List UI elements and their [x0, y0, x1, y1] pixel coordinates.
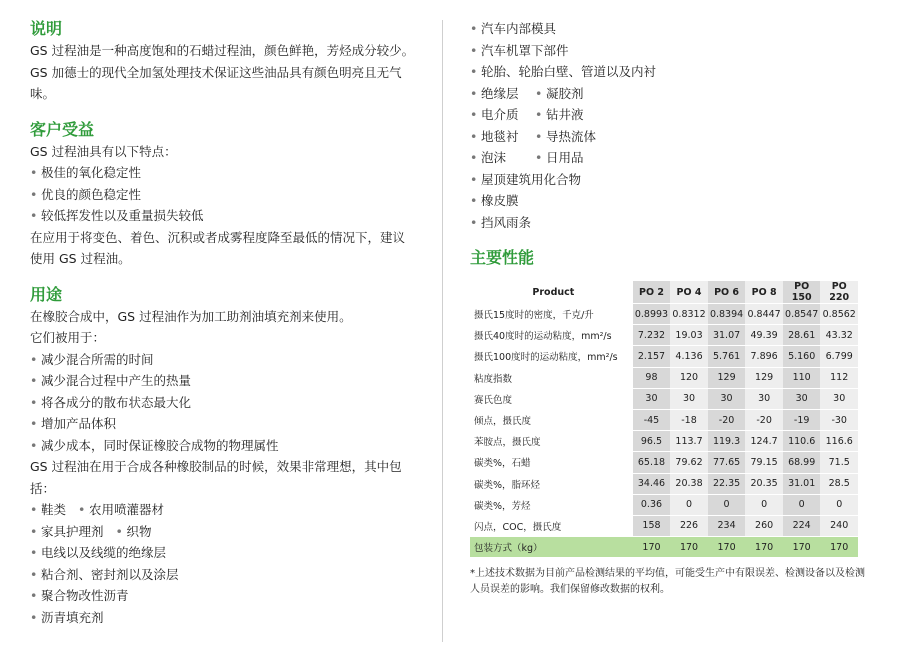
- properties-table: [470, 281, 858, 558]
- left-column: [30, 18, 415, 628]
- cell-value: 96.5: [633, 431, 671, 452]
- uses-intro-1: 在橡胶合成中，GS 过程油作为加工助剂油填充剂来使用。: [30, 308, 352, 324]
- cell-value: 170: [633, 537, 671, 558]
- row-label: 赛氏色度: [470, 388, 633, 409]
- cell-value: 112: [820, 367, 858, 388]
- table-row: [470, 473, 858, 494]
- row-label: 碳类%，石蜡: [470, 452, 633, 473]
- list-item: • 家具护理剂 • 织物: [30, 523, 152, 539]
- benefits-outro: 在应用于将变色、着色、沉积或者成雾程度降至最低的情况下，建议使用 GS 过程油。: [30, 229, 406, 266]
- section-uses: [30, 284, 415, 629]
- list-item: • 地毯衬 • 导热流体: [470, 128, 597, 144]
- properties-table-wrap: [470, 281, 890, 558]
- table-row: [470, 304, 858, 325]
- cell-value: 170: [670, 537, 708, 558]
- cell-value: 116.6: [820, 431, 858, 452]
- cell-value: 28.5: [820, 473, 858, 494]
- cell-value: 0.8547: [783, 304, 821, 325]
- cell-value: -30: [820, 409, 858, 430]
- cell-value: 79.62: [670, 452, 708, 473]
- row-label: 闪点，COC，摄氏度: [470, 515, 633, 536]
- cell-value: 170: [708, 537, 746, 558]
- description-text: GS 过程油是一种高度饱和的石蜡过程油，颜色鲜艳，芳烃成分较少。GS 加德士的现代全加氢处理技术保证这些油品具有颜色明亮且无气味。: [30, 43, 415, 101]
- table-row: [470, 409, 858, 430]
- cell-value: 7.896: [745, 346, 783, 367]
- cell-value: 71.5: [820, 452, 858, 473]
- list-item: • 减少混合所需的时间: [30, 351, 154, 367]
- list-item: • 鞋类 • 农用喷灌器材: [30, 502, 165, 517]
- uses-list-2: [30, 542, 415, 628]
- right-column: [470, 18, 890, 608]
- table-row: [470, 388, 858, 409]
- cell-value: 0: [708, 494, 746, 515]
- row-label: 碳类%，芳烃: [470, 494, 633, 515]
- list-item: • 泡沫 • 日用品: [470, 150, 584, 165]
- cell-value: 98: [633, 367, 671, 388]
- cell-value: 110: [783, 367, 821, 388]
- cell-value: -20: [708, 409, 746, 430]
- cell-value: 30: [633, 388, 671, 409]
- section-title-properties: 主要性能: [470, 248, 535, 267]
- section-title-benefits: 客户受益: [30, 119, 95, 139]
- cell-value: -18: [670, 409, 708, 430]
- cell-value: 0.8993: [633, 304, 671, 325]
- cell-value: 0: [820, 494, 858, 515]
- cell-value: 79.15: [745, 452, 783, 473]
- cell-value: 0: [745, 494, 783, 515]
- cell-value: 19.03: [670, 325, 708, 346]
- list-item: • 沥青填充剂: [30, 609, 104, 625]
- footnote: *上述技术数据为目前产品检测结果的平均值，可能受生产中有限误差、检测设备以及检测人员误差的影响。我们保留修改数据的权利。: [470, 568, 865, 596]
- cell-value: 20.35: [745, 473, 783, 494]
- section-description: [30, 18, 415, 105]
- cell-value: 28.61: [783, 325, 821, 346]
- list-item: • 挡风雨条: [470, 214, 532, 230]
- cell-value: 0.8562: [820, 304, 858, 325]
- cell-value: 31.07: [708, 325, 746, 346]
- cell-value: -19: [783, 409, 821, 430]
- header-product-4: PO 8: [745, 281, 783, 304]
- cell-value: 0: [783, 494, 821, 515]
- cell-value: 30: [745, 388, 783, 409]
- list-item: • 绝缘层 • 凝胶剂: [470, 85, 584, 101]
- cell-value: 226: [670, 515, 708, 536]
- cell-value: 240: [820, 515, 858, 536]
- cell-value: 0.8394: [708, 304, 746, 325]
- uses-intro-2: 它们被用于：: [30, 330, 106, 345]
- row-label: 摄氏15度时的密度，千克/升: [470, 304, 633, 325]
- cell-value: 77.65: [708, 452, 746, 473]
- list-item: • 优良的颜色稳定性: [30, 186, 142, 202]
- header-product: Product: [470, 281, 633, 304]
- section-benefits: [30, 119, 415, 270]
- cell-value: 20.38: [670, 473, 708, 494]
- list-item: • 屋顶建筑用化合物: [470, 171, 582, 187]
- table-row: [470, 494, 858, 515]
- list-item: • 聚合物改性沥青: [30, 588, 129, 603]
- cell-value: 0.8447: [745, 304, 783, 325]
- table-row: [470, 325, 858, 346]
- list-item: • 减少成本，同时保证橡胶合成物的物理属性: [30, 437, 279, 453]
- header-product-6: PO 220: [820, 281, 858, 304]
- cell-value: 4.136: [670, 346, 708, 367]
- header-product-2: PO 4: [670, 281, 708, 304]
- row-label: 碳类%，脂环烃: [470, 473, 633, 494]
- list-item: • 电线以及线缆的绝缘层: [30, 545, 167, 560]
- cell-value: 31.01: [783, 473, 821, 494]
- row-label: 倾点，摄氏度: [470, 409, 633, 430]
- list-item: • 增加产品体积: [30, 416, 117, 431]
- header-product-3: PO 6: [708, 281, 746, 304]
- table-row: [470, 431, 858, 452]
- column-divider: [442, 20, 443, 642]
- row-label: 摄氏100度时的运动粘度，mm²/s: [470, 346, 633, 367]
- table-header-row: [470, 281, 858, 304]
- list-item: • 汽车内部模具: [470, 21, 557, 36]
- row-label: 包装方式（kg）: [470, 537, 633, 558]
- list-item: • 电介质 • 钻井液: [470, 107, 584, 122]
- table-row: [470, 346, 858, 367]
- list-item: • 极佳的氧化稳定性: [30, 165, 142, 180]
- cell-value: 158: [633, 515, 671, 536]
- cell-value: 5.761: [708, 346, 746, 367]
- cell-value: 170: [820, 537, 858, 558]
- cell-value: 170: [783, 537, 821, 558]
- table-row: [470, 452, 858, 473]
- cell-value: -20: [745, 409, 783, 430]
- cell-value: 113.7: [670, 431, 708, 452]
- uses-list: [30, 349, 415, 457]
- list-item: • 将各成分的散布状态最大化: [30, 394, 192, 410]
- section-title-uses: 用途: [30, 284, 63, 304]
- uses-mid: GS 过程油在用于合成各种橡胶制品的时候，效果非常理想，其中包括：: [30, 459, 402, 496]
- cell-value: 0: [670, 494, 708, 515]
- cell-value: 129: [745, 367, 783, 388]
- header-product-5: PO 150: [783, 281, 821, 304]
- cell-value: 7.232: [633, 325, 671, 346]
- section-title-description: 说明: [30, 19, 63, 38]
- cell-value: 2.157: [633, 346, 671, 367]
- cell-value: 5.160: [783, 346, 821, 367]
- cell-value: 65.18: [633, 452, 671, 473]
- cell-value: 224: [783, 515, 821, 536]
- cell-value: -45: [633, 409, 671, 430]
- cell-value: 0.8312: [670, 304, 708, 325]
- benefits-list: [30, 162, 415, 227]
- header-product-1: PO 2: [633, 281, 671, 304]
- cell-value: 234: [708, 515, 746, 536]
- cell-value: 170: [745, 537, 783, 558]
- applications-list: [470, 18, 890, 233]
- row-label: 摄氏40度时的运动粘度，mm²/s: [470, 325, 633, 346]
- table-row: [470, 367, 858, 388]
- cell-value: 129: [708, 367, 746, 388]
- cell-value: 43.32: [820, 325, 858, 346]
- cell-value: 30: [708, 388, 746, 409]
- cell-value: 119.3: [708, 431, 746, 452]
- cell-value: 260: [745, 515, 783, 536]
- cell-value: 110.6: [783, 431, 821, 452]
- table-row: [470, 515, 858, 536]
- cell-value: 34.46: [633, 473, 671, 494]
- list-item: • 橡皮膜: [470, 193, 519, 208]
- row-label: 粘度指数: [470, 367, 633, 388]
- benefits-intro: GS 过程油具有以下特点：: [30, 143, 177, 159]
- list-item: • 粘合剂、密封剂以及涂层: [30, 566, 179, 582]
- list-item: • 汽车机罩下部件: [470, 42, 569, 58]
- cell-value: 30: [783, 388, 821, 409]
- cell-value: 30: [820, 388, 858, 409]
- cell-value: 124.7: [745, 431, 783, 452]
- cell-value: 49.39: [745, 325, 783, 346]
- table-row: [470, 537, 858, 558]
- list-item: • 减少混合过程中产生的热量: [30, 373, 192, 388]
- cell-value: 68.99: [783, 452, 821, 473]
- list-item: • 较低挥发性以及重量损失较低: [30, 208, 204, 223]
- cell-value: 30: [670, 388, 708, 409]
- cell-value: 6.799: [820, 346, 858, 367]
- list-item: • 轮胎、轮胎白壁、管道以及内衬: [470, 64, 657, 79]
- cell-value: 22.35: [708, 473, 746, 494]
- cell-value: 120: [670, 367, 708, 388]
- row-label: 苯胺点，摄氏度: [470, 431, 633, 452]
- cell-value: 0.36: [633, 494, 671, 515]
